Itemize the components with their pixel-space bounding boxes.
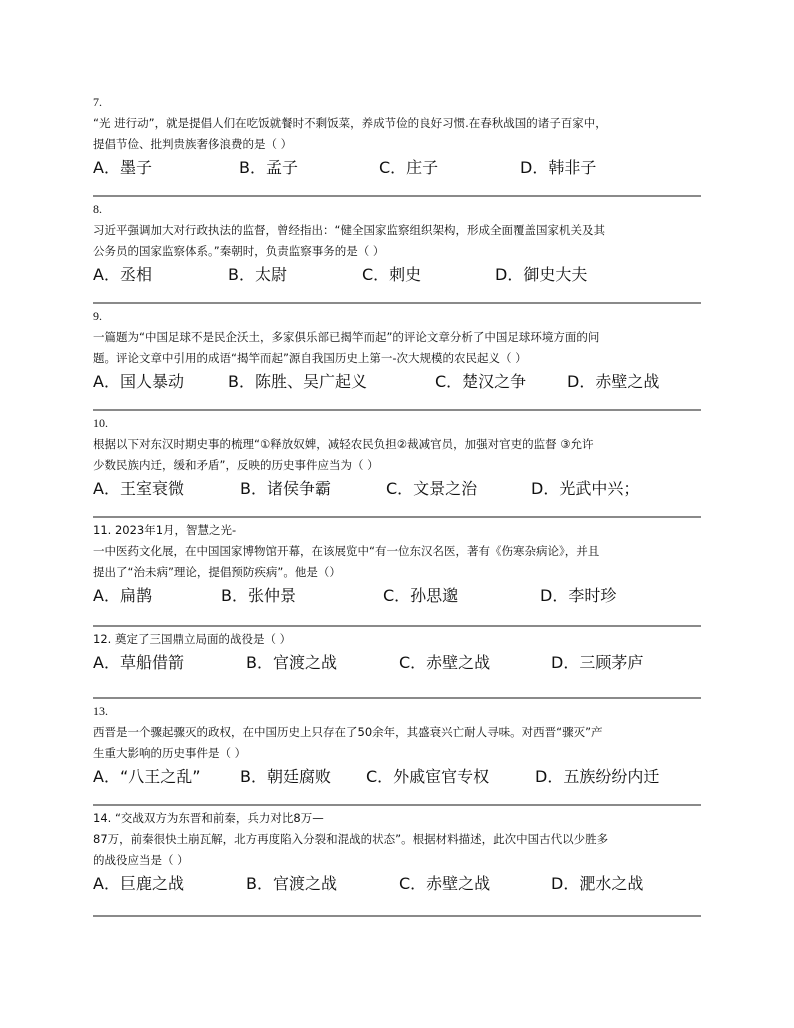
question-divider [93, 409, 701, 411]
question-9 [93, 306, 701, 390]
question-text: 一篇题为“中国足球不是民企沃土，多家俱乐部已揭竿而起”的评论文章分析了中国足球环境方面的问 [93, 330, 600, 344]
question-text: 根据以下对东汉时期史事的梳理“①释放奴婢，减轻农民负担②裁减官员，加强对官吏的监督 ③允许 [93, 437, 594, 451]
answer-options [93, 369, 701, 390]
question-text: 生重大影响的历史事件是（ ） [93, 746, 247, 760]
question-divider [93, 915, 701, 917]
option-d[interactable]: D．淝水之战 [551, 874, 644, 893]
question-divider [93, 516, 701, 518]
question-number: 14. “交战双方为东晋和前秦，兵力对比8万— [93, 811, 324, 825]
option-b[interactable]: B．孟子 [239, 158, 298, 177]
question-11 [93, 520, 701, 604]
question-divider [93, 804, 701, 806]
question-text: 87万，前秦很快土崩瓦解，北方再度陷入分裂和混战的状态”。根据材料描述，此次中国古代以少胜多 [93, 832, 609, 846]
question-text: 题。评论文章中引用的成语“揭竿而起”源自我国历史上第一-次大规模的农民起义（ ） [93, 351, 527, 365]
question-text: 的战役应当是（ ） [93, 853, 189, 867]
question-14 [93, 808, 701, 892]
answer-options [93, 871, 701, 892]
question-divider [93, 195, 701, 197]
question-text: 提倡节俭、批判贵族奢侈浪费的是（ ） [93, 137, 293, 151]
option-d[interactable]: D．御史大夫 [495, 265, 588, 284]
option-a[interactable]: A．草船借箭 [93, 653, 184, 672]
question-12 [93, 629, 701, 671]
question-text: 少数民族内迁，缓和矛盾”，反映的历史事件应当为（ ） [93, 458, 379, 472]
answer-options [93, 155, 701, 176]
option-d[interactable]: D．韩非子 [520, 158, 597, 177]
question-divider [93, 697, 701, 699]
question-8 [93, 199, 701, 283]
answer-options [93, 764, 701, 785]
option-c[interactable]: C．庄子 [379, 158, 439, 177]
question-text: 一中医药文化展，在中国国家博物馆开幕，在该展览中“有一位东汉名医，著有《伤寒杂病论》，并且 [93, 544, 600, 558]
option-b[interactable]: B．官渡之战 [246, 874, 337, 893]
question-number: 8. [93, 202, 102, 216]
question-text: 公务员的国家监察体系。”秦朝时，负责监察事务的是（ ） [93, 244, 385, 258]
option-d[interactable]: D．李时珍 [540, 586, 617, 605]
answer-options [93, 583, 701, 604]
question-number: 7. [93, 95, 102, 109]
option-d[interactable]: D．光武中兴； [531, 479, 640, 498]
option-d[interactable]: D．五族纷纷内迁 [535, 767, 660, 786]
question-number: 10. [93, 416, 108, 430]
answer-options [93, 476, 701, 497]
option-a[interactable]: A．国人暴动 [93, 372, 184, 391]
option-a[interactable]: A．墨子 [93, 158, 152, 177]
question-text: “光 进行动”，就是提倡人们在吃饭就餐时不剩饭菜，养成节俭的良好习惯.在春秋战国的诸子百家中， [93, 116, 607, 130]
option-d[interactable]: D．三顾茅庐 [551, 653, 644, 672]
answer-options [93, 650, 701, 671]
option-b[interactable]: B．陈胜、吴广起义 [228, 372, 367, 391]
question-number: 13. [93, 704, 108, 718]
option-d[interactable]: D．赤壁之战 [567, 372, 660, 391]
question-number: 11. 2023年1月，智慧之光- [93, 523, 237, 537]
question-number: 12. 奠定了三国鼎立局面的战役是（ ） [93, 632, 292, 646]
option-a[interactable]: A．“八王之乱” [93, 767, 201, 786]
option-b[interactable]: B．诸侯争霸 [240, 479, 331, 498]
question-divider [93, 302, 701, 304]
question-text: 提出了“治未病”理论，提倡预防疾病”。他是（） [93, 565, 341, 579]
option-a[interactable]: A．巨鹿之战 [93, 874, 184, 893]
option-c[interactable]: C．赤壁之战 [399, 874, 491, 893]
option-c[interactable]: C．刺史 [362, 265, 422, 284]
question-7 [93, 92, 701, 176]
option-b[interactable]: B．朝廷腐败 [240, 767, 331, 786]
question-text: 西晋是一个骤起骤灭的政权，在中国历史上只存在了50余年，其盛衰兴亡耐人寻味。对西晋“骤灭”产 [93, 725, 603, 739]
question-divider [93, 625, 701, 627]
question-number: 9. [93, 309, 102, 323]
option-c[interactable]: C．楚汉之争 [435, 372, 527, 391]
answer-options [93, 262, 701, 283]
option-a[interactable]: A．扁鹊 [93, 586, 152, 605]
question-10 [93, 413, 701, 497]
option-a[interactable]: A．王室衰微 [93, 479, 184, 498]
option-b[interactable]: B．官渡之战 [246, 653, 337, 672]
option-b[interactable]: B．太尉 [228, 265, 287, 284]
question-text: 习近平强调加大对行政执法的监督，曾经指出：“健全国家监察组织架构，形成全面覆盖国家机关及其 [93, 223, 605, 237]
option-b[interactable]: B．张仲景 [221, 586, 296, 605]
option-a[interactable]: A．丞相 [93, 265, 152, 284]
option-c[interactable]: C．孙思邈 [383, 586, 459, 605]
option-c[interactable]: C．文景之治 [386, 479, 478, 498]
question-13 [93, 701, 701, 785]
option-c[interactable]: C．赤壁之战 [399, 653, 491, 672]
option-c[interactable]: C．外戚宦官专权 [366, 767, 490, 786]
